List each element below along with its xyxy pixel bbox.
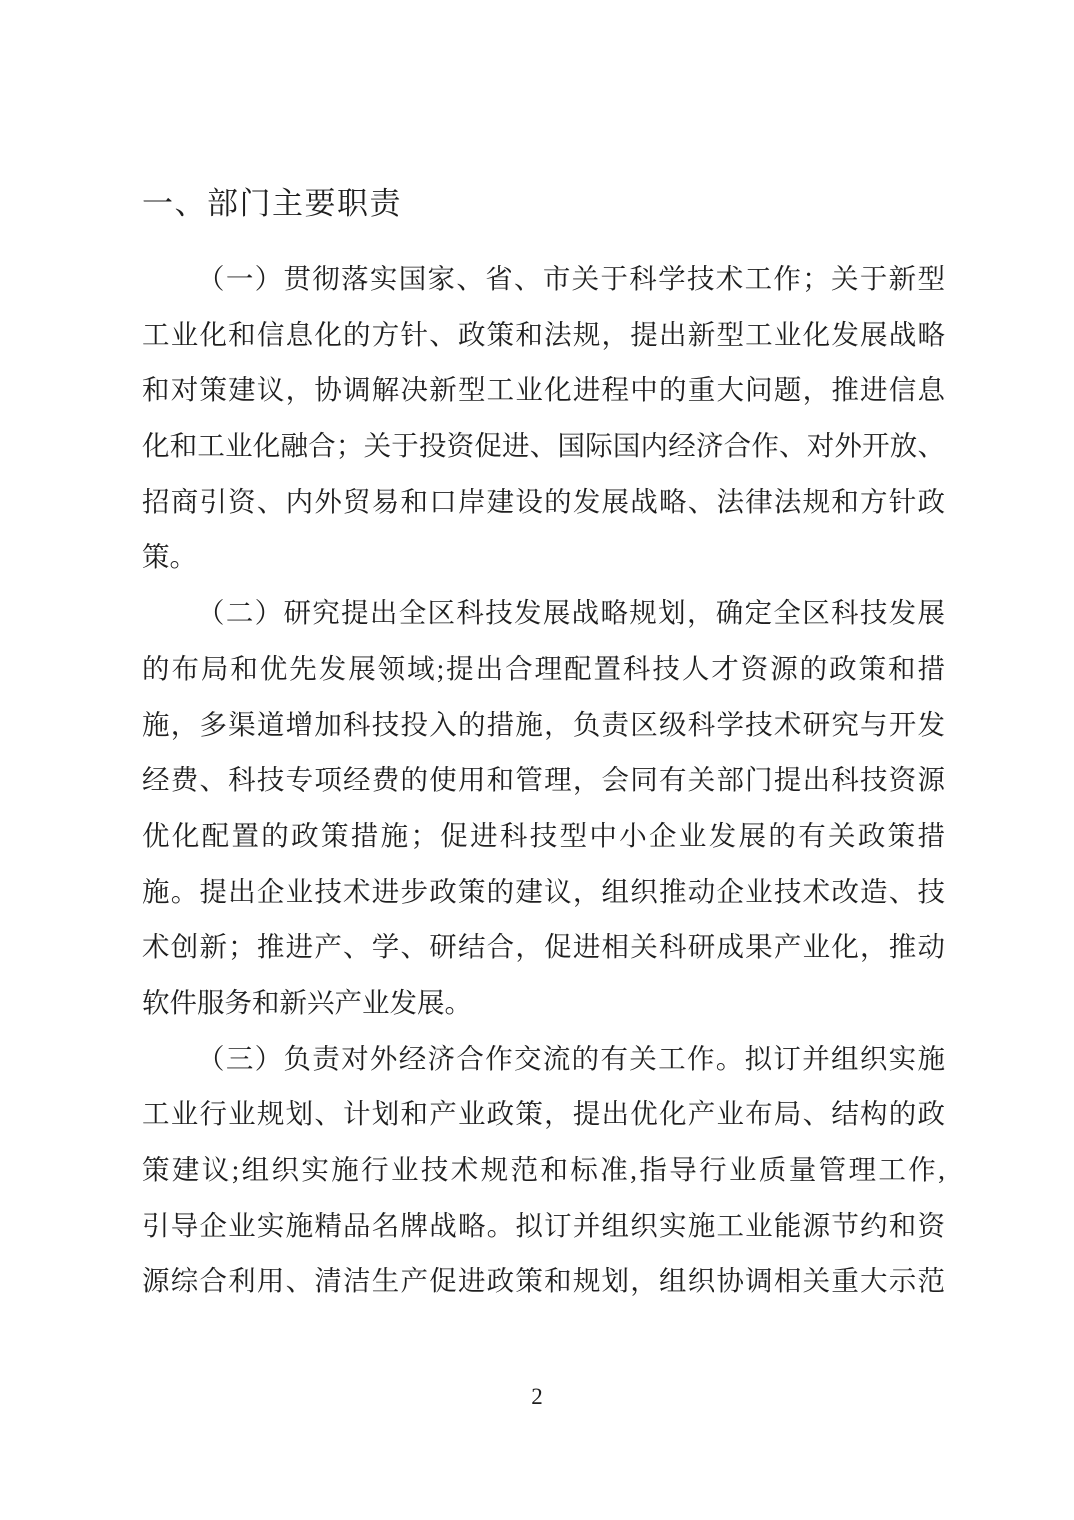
text-line: 策建议;组织实施行业技术规范和标准,指导行业质量管理工作, [142, 1154, 945, 1185]
text-line: 引导企业实施精品名牌战略。拟订并组织实施工业能源节约和资 [142, 1209, 945, 1241]
text-line: 源综合利用、清洁生产促进政策和规划，组织协调相关重大示范 [142, 1265, 945, 1297]
text-line: 策。 [142, 541, 197, 573]
text-line: 术创新；推进产、学、研结合，促进相关科研成果产业化，推动 [142, 931, 945, 963]
text-line: 招商引资、内外贸易和口岸建设的发展战略、法律法规和方针政 [142, 485, 945, 517]
paragraph [142, 251, 945, 585]
text-line: （三）负责对外经济合作交流的有关工作。拟订并组织实施 [197, 1042, 945, 1074]
paragraph [142, 585, 945, 1031]
page-number: 2 [531, 1384, 543, 1409]
document-body [142, 251, 945, 1309]
text-line: 工业行业规划、计划和产业政策，提出优化产业布局、结构的政 [142, 1098, 945, 1130]
text-line: （二）研究提出全区科技发展战略规划，确定全区科技发展 [197, 597, 945, 629]
paragraph [142, 1031, 945, 1309]
text-line: 施，多渠道增加科技投入的措施，负责区级科学技术研究与开发 [142, 708, 945, 740]
text-line: 施。提出企业技术进步政策的建议，组织推动企业技术改造、技 [142, 875, 945, 907]
text-line: 化和工业化融合；关于投资促进、国际国内经济合作、对外开放、 [142, 430, 945, 462]
text-line: 和对策建议，协调解决新型工业化进程中的重大问题，推进信息 [142, 374, 945, 406]
text-line: 的布局和优先发展领域;提出合理配置科技人才资源的政策和措 [142, 652, 945, 684]
text-line: 经费、科技专项经费的使用和管理，会同有关部门提出科技资源 [142, 764, 945, 796]
section-heading: 一、部门主要职责 [142, 186, 402, 221]
text-line: 工业化和信息化的方针、政策和法规，提出新型工业化发展战略 [142, 318, 945, 350]
text-line: 软件服务和新兴产业发展。 [142, 986, 472, 1018]
text-line: 优化配置的政策措施；促进科技型中小企业发展的有关政策措 [142, 819, 945, 851]
text-line: （一）贯彻落实国家、省、市关于科学技术工作；关于新型 [197, 263, 945, 294]
